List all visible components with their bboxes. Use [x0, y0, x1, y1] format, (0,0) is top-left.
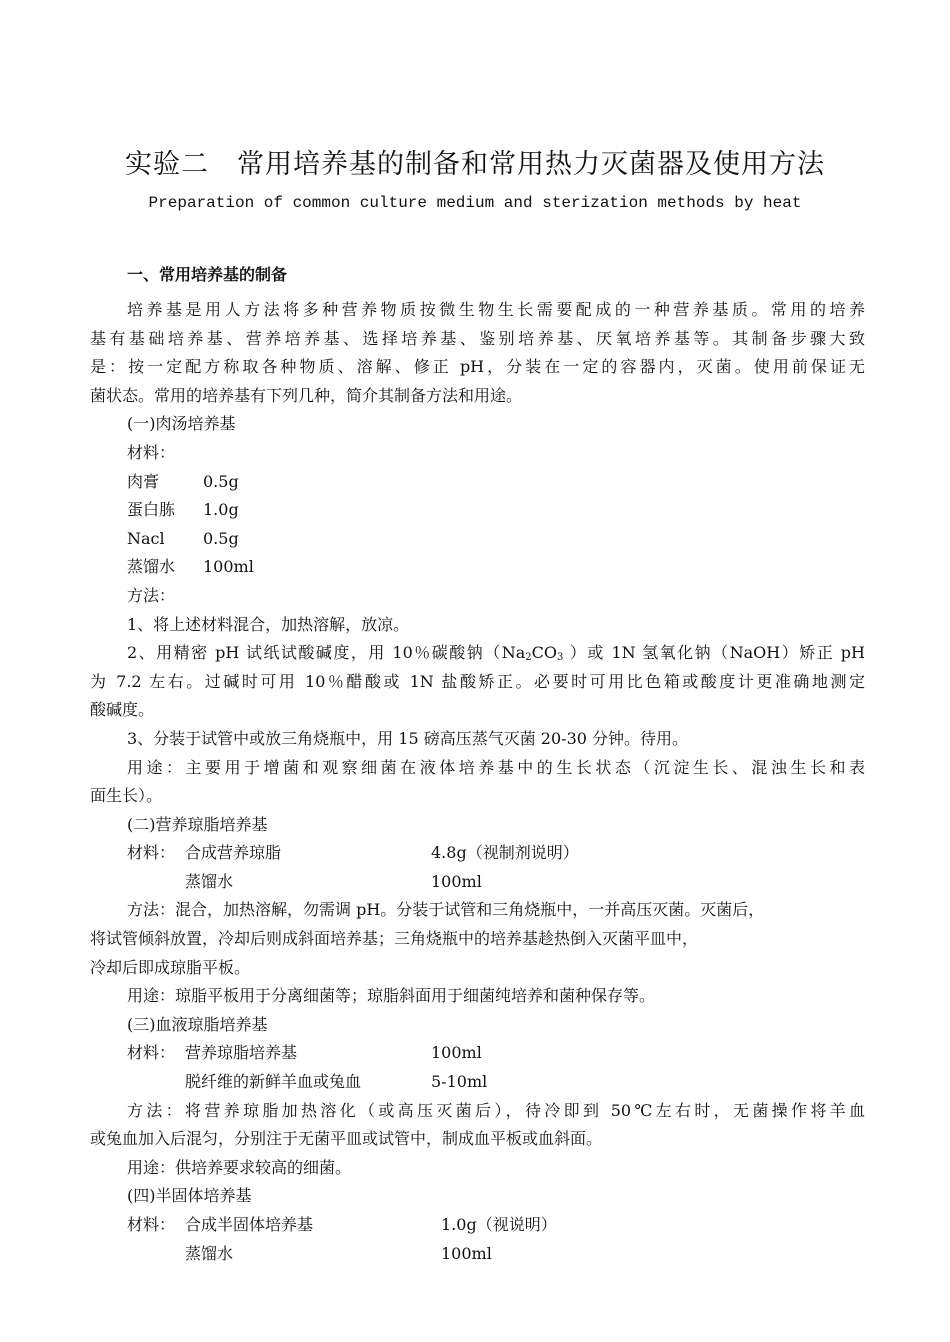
intro-line-2: 基有基础培养基、营养培养基、选择培养基、鉴别培养基、厌氧培养基等。其制备步骤大致 [90, 328, 865, 348]
material-row [90, 468, 865, 497]
material-name: Nacl [127, 528, 165, 548]
material-amount: 1.0g [203, 500, 239, 520]
broth-step-2-cont: 为 7.2 左右。过碱时可用 10％醋酸或 1N 盐酸矫正。必要时可用比色箱或酸度计更准确地测定 [90, 671, 865, 691]
material-row [90, 525, 865, 554]
blood-agar-heading: (三)血液琼脂培养基 [127, 1014, 268, 1034]
broth-heading: (一)肉汤培养基 [127, 414, 236, 434]
broth-step-1: 1、将上述材料混合，加热溶解，放凉。 [127, 614, 410, 634]
material-row [90, 1039, 865, 1068]
material-name: 肉膏 [127, 471, 160, 491]
materials-label: 材料： [127, 843, 176, 863]
material-amount: 0.5g [203, 528, 239, 548]
material-name: 蒸馏水 [185, 1243, 234, 1263]
section-heading: 一、常用培养基的制备 [127, 265, 288, 284]
material-name: 蒸馏水 [127, 557, 176, 577]
material-row [90, 1211, 865, 1240]
material-row [90, 1068, 865, 1097]
nutrient-agar-use: 用途：琼脂平板用于分离细菌等；琼脂斜面用于细菌纯培养和菌种保存等。 [127, 986, 656, 1006]
blood-agar-method: 方法：将营养琼脂加热溶化（或高压灭菌后），待冷即到 50℃左右时，无菌操作将羊血 [127, 1100, 865, 1120]
material-row [90, 496, 865, 525]
broth-step-2: 2、用精密 pH 试纸试酸碱度，用 10％碳酸钠（$Na_2CO_3$ ）或 1N 氢氧化钠（NaOH）矫正 pH [127, 643, 865, 664]
blood-agar-use: 用途：供培养要求较高的细菌。 [127, 1157, 352, 1177]
material-name: 营养琼脂培养基 [185, 1043, 298, 1063]
materials-label: 材料： [127, 1043, 176, 1063]
broth-materials-label: 材料： [127, 442, 176, 462]
intro-line-4: 菌状态。常用的培养基有下列几种，简介其制备方法和用途。 [90, 385, 523, 405]
material-amount: 4.8g（视制剂说明） [431, 843, 579, 863]
material-name: 蒸馏水 [185, 871, 234, 891]
broth-step-2-cont: 酸碱度。 [90, 700, 155, 720]
page-subtitle: Preparation of common culture medium and sterization methods by heat [148, 194, 802, 212]
material-amount: 0.5g [203, 471, 239, 491]
broth-step-3: 3、分装于试管中或放三角烧瓶中，用 15 磅高压蒸气灭菌 20-30 分钟。待用。 [127, 728, 689, 748]
material-row [90, 868, 865, 897]
material-amount: 100ml [203, 557, 254, 577]
materials-label: 材料： [127, 1215, 176, 1234]
material-amount: 100ml [431, 871, 482, 891]
material-row [90, 553, 865, 582]
nutrient-agar-method: 方法：混合，加热溶解，勿需调 pH。分装于试管和三角烧瓶中，一并高压灭菌。灭菌后， [127, 900, 765, 920]
nutrient-agar-heading: (二)营养琼脂培养基 [127, 814, 268, 834]
broth-use: 用途：主要用于增菌和观察细菌在液体培养基中的生长状态（沉淀生长、混浊生长和表 [127, 757, 865, 777]
semisolid-heading: (四)半固体培养基 [127, 1186, 252, 1206]
material-amount: 100ml [431, 1043, 482, 1063]
material-amount: 100ml [441, 1243, 492, 1263]
material-amount: 5-10ml [431, 1072, 488, 1092]
material-amount: 1.0g（视说明） [441, 1215, 557, 1234]
material-row [90, 1240, 865, 1269]
blood-agar-method-cont: 或兔血加入后混匀，分别注于无菌平皿或试管中，制成血平板或血斜面。 [90, 1129, 603, 1149]
page-title: 实验二 常用培养基的制备和常用热力灭菌器及使用方法 [125, 149, 825, 180]
material-name: 合成营养琼脂 [185, 843, 282, 863]
material-name: 蛋白胨 [127, 500, 176, 520]
material-name: 脱纤维的新鲜羊血或兔血 [185, 1072, 362, 1092]
material-name: 合成半固体培养基 [185, 1215, 314, 1234]
intro-line-3: 是：按一定配方称取各种物质、溶解、修正 pH，分装在一定的容器内，灭菌。使用前保证无 [90, 357, 865, 377]
nutrient-agar-method-cont: 冷却后即成琼脂平板。 [90, 957, 251, 977]
broth-method-label: 方法： [127, 585, 176, 605]
broth-use-cont: 面生长）。 [90, 786, 163, 806]
intro-line-1: 培养基是用人方法将多种营养物质按微生物生长需要配成的一种营养基质。常用的培养 [127, 300, 865, 319]
document-body [90, 296, 865, 1268]
nutrient-agar-method-cont: 将试管倾斜放置，冷却后则成斜面培养基；三角烧瓶中的培养基趁热倒入灭菌平皿中， [90, 929, 699, 949]
material-row [90, 839, 865, 868]
